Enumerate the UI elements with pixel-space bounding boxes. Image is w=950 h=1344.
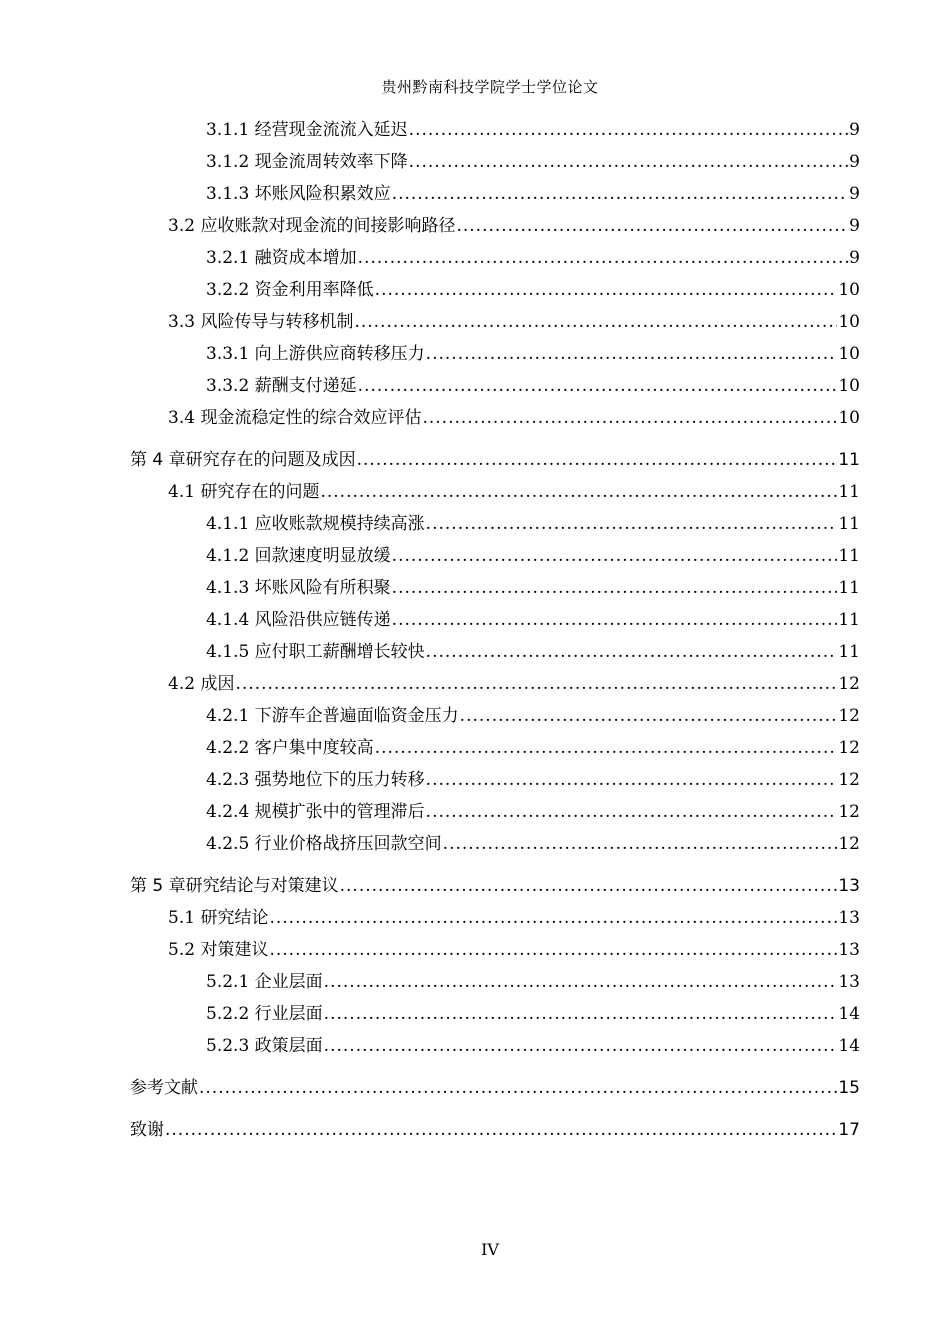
- toc-entry[interactable]: [130, 338, 860, 370]
- toc-dot-leader: [269, 934, 837, 966]
- toc-entry-page: 9: [849, 216, 860, 236]
- toc-dot-leader: [426, 764, 838, 796]
- toc-entry-page: 9: [849, 120, 860, 140]
- toc-entry-page: 14: [838, 1004, 860, 1024]
- toc-entry[interactable]: [130, 828, 860, 860]
- toc-entry[interactable]: [130, 540, 860, 572]
- toc-entry-page: 11: [838, 482, 860, 502]
- toc-entry-label: 3.1.2 现金流周转效率下降: [206, 152, 408, 172]
- toc-entry-page: 12: [838, 802, 860, 822]
- toc-dot-leader: [340, 870, 838, 902]
- toc-entry-page: 10: [838, 376, 860, 396]
- toc-entry-page: 12: [838, 706, 860, 726]
- toc-entry-page: 13: [838, 876, 860, 896]
- toc-entry-label: 4.2.5 行业价格战挤压回款空间: [206, 834, 442, 854]
- toc-entry[interactable]: [130, 242, 860, 274]
- toc-entry[interactable]: [130, 402, 860, 434]
- toc-entry-label: 5.2.2 行业层面: [206, 1004, 323, 1024]
- toc-entry-label: 3.1.3 坏账风险积累效应: [206, 184, 391, 204]
- toc-entry-page: 10: [838, 344, 860, 364]
- page-number: IV: [481, 1240, 499, 1259]
- toc-entry[interactable]: [130, 902, 860, 934]
- toc-entry-page: 11: [838, 450, 860, 470]
- toc-entry-label: 5.2.1 企业层面: [206, 972, 323, 992]
- toc-entry-page: 10: [838, 280, 860, 300]
- toc-entry-label: 5.1 研究结论: [168, 908, 269, 928]
- toc-entry[interactable]: [130, 114, 860, 146]
- toc-entry-label: 4.1.3 坏账风险有所积聚: [206, 578, 391, 598]
- toc-entry[interactable]: [130, 274, 860, 306]
- toc-dot-leader: [426, 508, 838, 540]
- toc-entry-label: 4.2.2 客户集中度较高: [206, 738, 374, 758]
- toc-entry[interactable]: [130, 306, 860, 338]
- toc-entry[interactable]: [130, 732, 860, 764]
- toc-entry-label: 4.1 研究存在的问题: [168, 482, 320, 502]
- toc-entry-page: 11: [838, 578, 860, 598]
- toc-entry-label: 3.2.1 融资成本增加: [206, 248, 357, 268]
- toc-entry-label: 4.1.1 应收账款规模持续高涨: [206, 514, 425, 534]
- toc-dot-leader: [409, 114, 849, 146]
- toc-dot-leader: [422, 402, 837, 434]
- toc-dot-leader: [392, 178, 849, 210]
- toc-entry[interactable]: [130, 764, 860, 796]
- toc-dot-leader: [375, 732, 838, 764]
- toc-entry-page: 10: [838, 312, 860, 332]
- toc-entry-page: 12: [838, 738, 860, 758]
- toc-entry-label: 第 4 章研究存在的问题及成因: [130, 450, 356, 470]
- toc-entry[interactable]: [130, 700, 860, 732]
- toc-dot-leader: [269, 902, 837, 934]
- toc-entry-page: 9: [849, 248, 860, 268]
- toc-entry[interactable]: [130, 668, 860, 700]
- toc-entry-label: 3.2 应收账款对现金流的间接影响路径: [168, 216, 456, 236]
- toc-entry[interactable]: [130, 870, 860, 902]
- toc-entry-label: 5.2.3 政策层面: [206, 1036, 323, 1056]
- toc-entry-page: 12: [838, 674, 860, 694]
- toc-dot-leader: [375, 274, 838, 306]
- toc-entry-page: 13: [838, 972, 860, 992]
- toc-entry[interactable]: [130, 210, 860, 242]
- toc-entry-page: 11: [838, 546, 860, 566]
- page-header: 贵州黔南科技学院学士学位论文: [381, 78, 599, 96]
- toc-entry[interactable]: [130, 444, 860, 476]
- toc-entry-page: 11: [838, 514, 860, 534]
- toc-dot-leader: [357, 444, 838, 476]
- toc-entry-label: 参考文献: [130, 1078, 198, 1098]
- toc-entry-label: 3.3.1 向上游供应商转移压力: [206, 344, 425, 364]
- toc-dot-leader: [392, 572, 838, 604]
- toc-entry-page: 17: [838, 1120, 860, 1140]
- toc-entry[interactable]: [130, 934, 860, 966]
- toc-dot-leader: [324, 1030, 838, 1062]
- toc-entry-label: 4.1.5 应付职工薪酬增长较快: [206, 642, 425, 662]
- toc-dot-leader: [460, 700, 838, 732]
- toc-entry-label: 4.2 成因: [168, 674, 235, 694]
- toc-entry[interactable]: [130, 572, 860, 604]
- toc-entry-page: 15: [838, 1078, 860, 1098]
- toc-entry-label: 3.3 风险传导与转移机制: [168, 312, 354, 332]
- toc-dot-leader: [324, 966, 838, 998]
- toc-entry-label: 4.2.3 强势地位下的压力转移: [206, 770, 425, 790]
- toc-entry[interactable]: [130, 604, 860, 636]
- toc-dot-leader: [320, 476, 837, 508]
- toc-dot-leader: [443, 828, 838, 860]
- toc-dot-leader: [392, 540, 838, 572]
- toc-entry[interactable]: [130, 146, 860, 178]
- toc-entry-label: 3.2.2 资金利用率降低: [206, 280, 374, 300]
- toc-dot-leader: [354, 306, 837, 338]
- toc-entry-label: 3.1.1 经营现金流流入延迟: [206, 120, 408, 140]
- toc-dot-leader: [165, 1114, 837, 1146]
- toc-entry[interactable]: [130, 636, 860, 668]
- toc-dot-leader: [324, 998, 838, 1030]
- toc-entry-label: 4.2.4 规模扩张中的管理滞后: [206, 802, 425, 822]
- toc-entry[interactable]: [130, 1072, 860, 1104]
- toc-entry[interactable]: [130, 796, 860, 828]
- toc-entry[interactable]: [130, 1030, 860, 1062]
- toc-entry[interactable]: [130, 508, 860, 540]
- toc-dot-leader: [199, 1072, 837, 1104]
- toc-entry-page: 13: [838, 908, 860, 928]
- toc-entry-page: 9: [849, 184, 860, 204]
- toc-entry-page: 10: [838, 408, 860, 428]
- toc-entry-label: 第 5 章研究结论与对策建议: [130, 876, 339, 896]
- toc-entry-page: 14: [838, 1036, 860, 1056]
- toc-dot-leader: [235, 668, 837, 700]
- toc-entry[interactable]: [130, 178, 860, 210]
- toc-dot-leader: [426, 338, 838, 370]
- toc-entry-page: 11: [838, 642, 860, 662]
- toc-entry-label: 3.3.2 薪酬支付递延: [206, 376, 357, 396]
- toc-entry-page: 9: [849, 152, 860, 172]
- toc-entry-label: 4.1.2 回款速度明显放缓: [206, 546, 391, 566]
- toc-entry[interactable]: [130, 998, 860, 1030]
- toc-entry-label: 5.2 对策建议: [168, 940, 269, 960]
- toc-dot-leader: [392, 604, 838, 636]
- toc-entry-label: 3.4 现金流稳定性的综合效应评估: [168, 408, 422, 428]
- toc-entry[interactable]: [130, 370, 860, 402]
- toc-entry-page: 13: [838, 940, 860, 960]
- toc-dot-leader: [426, 796, 838, 828]
- toc-entry-page: 11: [838, 610, 860, 630]
- toc-entry-label: 致谢: [130, 1120, 164, 1140]
- toc-dot-leader: [409, 146, 849, 178]
- toc-entry-page: 12: [838, 770, 860, 790]
- toc-entry[interactable]: [130, 966, 860, 998]
- table-of-contents: [130, 114, 860, 1146]
- toc-entry-label: 4.2.1 下游车企普遍面临资金压力: [206, 706, 459, 726]
- toc-dot-leader: [358, 242, 849, 274]
- toc-dot-leader: [358, 370, 838, 402]
- toc-entry[interactable]: [130, 476, 860, 508]
- toc-dot-leader: [426, 636, 838, 668]
- toc-entry-page: 12: [838, 834, 860, 854]
- toc-dot-leader: [456, 210, 848, 242]
- toc-entry-label: 4.1.4 风险沿供应链传递: [206, 610, 391, 630]
- toc-entry[interactable]: [130, 1114, 860, 1146]
